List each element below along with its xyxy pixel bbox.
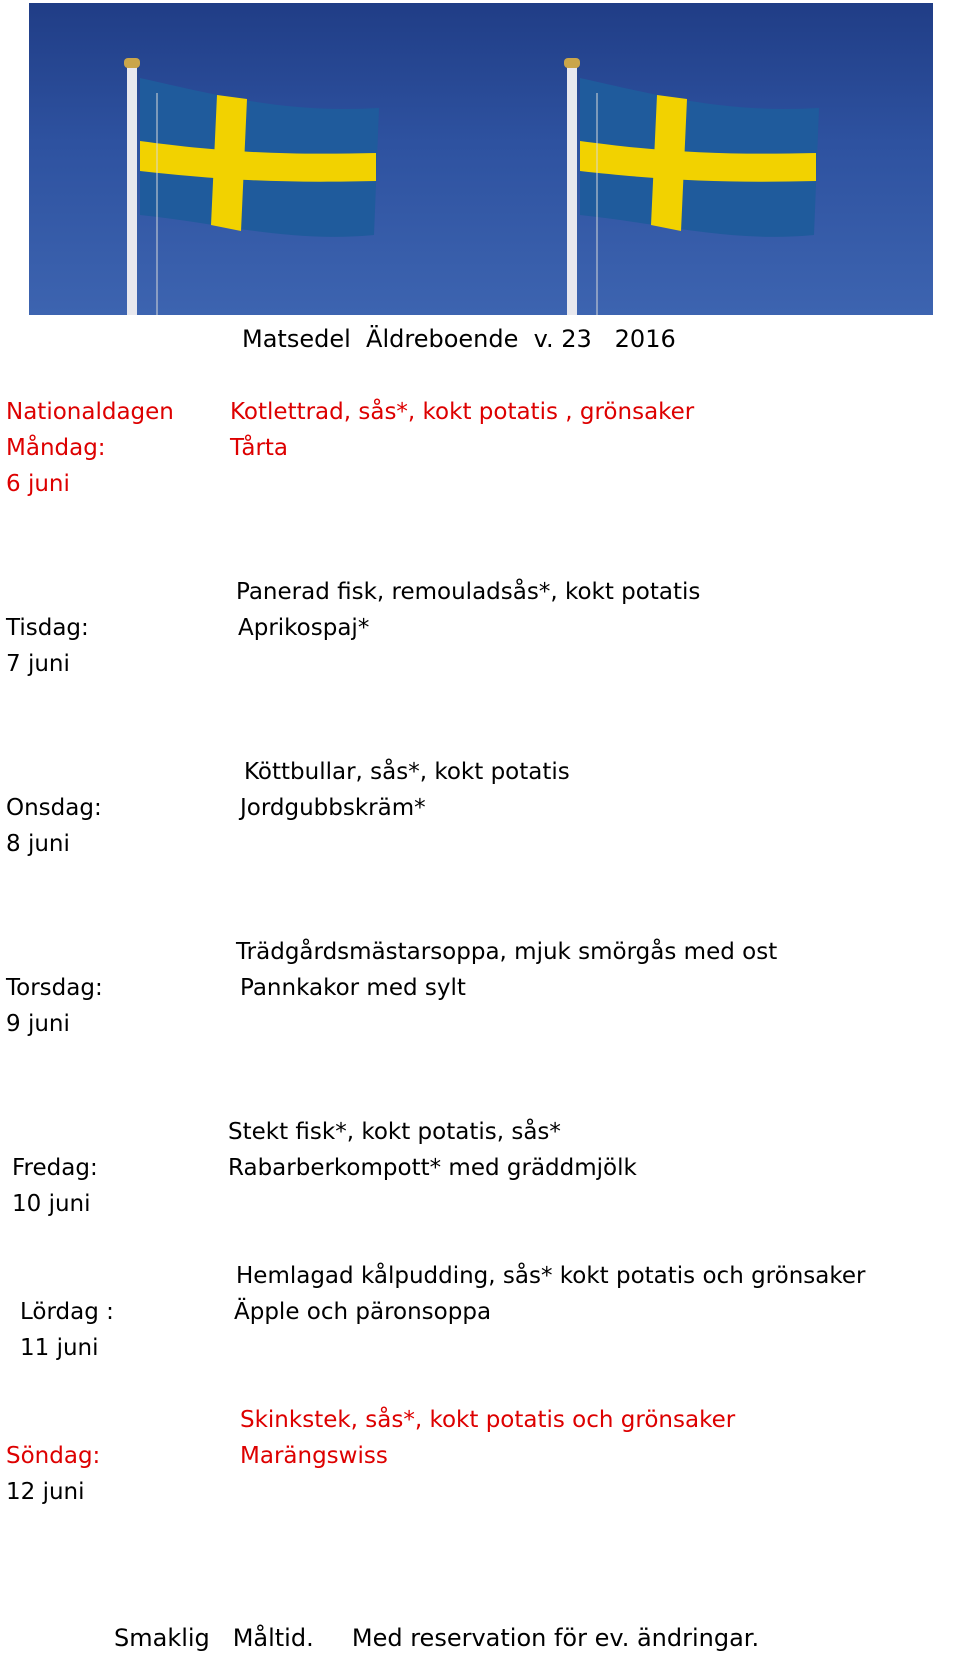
day-label-weekday: Måndag:	[6, 435, 106, 461]
dessert: Jordgubbskräm*	[240, 795, 426, 821]
title-part1: Matsedel	[242, 325, 351, 353]
day-label: Fredag:	[12, 1155, 98, 1181]
main-dish: Kotlettrad, sås*, kokt potatis , grönsaker	[230, 399, 695, 425]
day-label: Torsdag:	[6, 975, 103, 1001]
dessert: Marängswiss	[240, 1443, 388, 1469]
day-label: Tisdag:	[6, 615, 89, 641]
footer-text	[114, 1624, 759, 1652]
flag-banner	[29, 3, 957, 315]
footer-part3: Med reservation för ev. ändringar.	[351, 1624, 760, 1652]
day-date: 9 juni	[6, 1011, 70, 1037]
day-date: 8 juni	[6, 831, 70, 857]
main-dish: Köttbullar, sås*, kokt potatis	[244, 759, 570, 785]
dessert: Aprikospaj*	[238, 615, 370, 641]
day-label: Söndag:	[6, 1443, 101, 1469]
swedish-flag-image-left	[29, 3, 493, 315]
dessert: Pannkakor med sylt	[240, 975, 466, 1001]
day-label: Onsdag:	[6, 795, 102, 821]
title-week: v. 23	[533, 325, 592, 353]
day-date: 11 juni	[20, 1335, 99, 1361]
swedish-flag-image-right	[469, 3, 933, 315]
day-date: 7 juni	[6, 651, 70, 677]
main-dish: Stekt fisk*, kokt potatis, sås*	[228, 1119, 561, 1145]
dessert: Äpple och päronsoppa	[234, 1299, 492, 1325]
dessert: Tårta	[230, 435, 289, 461]
day-date: 10 juni	[12, 1191, 91, 1217]
day-date: 6 juni	[6, 471, 70, 497]
main-dish: Panerad fisk, remouladsås*, kokt potatis	[236, 579, 701, 605]
day-date: 12 juni	[6, 1479, 85, 1505]
footer-part1: Smaklig	[114, 1624, 210, 1652]
title-year: 2016	[614, 325, 676, 353]
main-dish: Skinkstek, sås*, kokt potatis och grönsaker	[240, 1407, 736, 1433]
day-label: Lördag :	[20, 1299, 114, 1325]
main-dish: Trädgårdsmästarsoppa, mjuk smörgås med ost	[236, 939, 778, 965]
dessert: Rabarberkompott* med gräddmjölk	[228, 1155, 637, 1181]
menu-title	[242, 325, 676, 353]
day-label: Nationaldagen	[6, 399, 174, 425]
title-part2: Äldreboende	[366, 325, 519, 353]
footer-part2: Måltid.	[232, 1624, 314, 1652]
main-dish: Hemlagad kålpudding, sås* kokt potatis och grönsaker	[236, 1263, 866, 1289]
